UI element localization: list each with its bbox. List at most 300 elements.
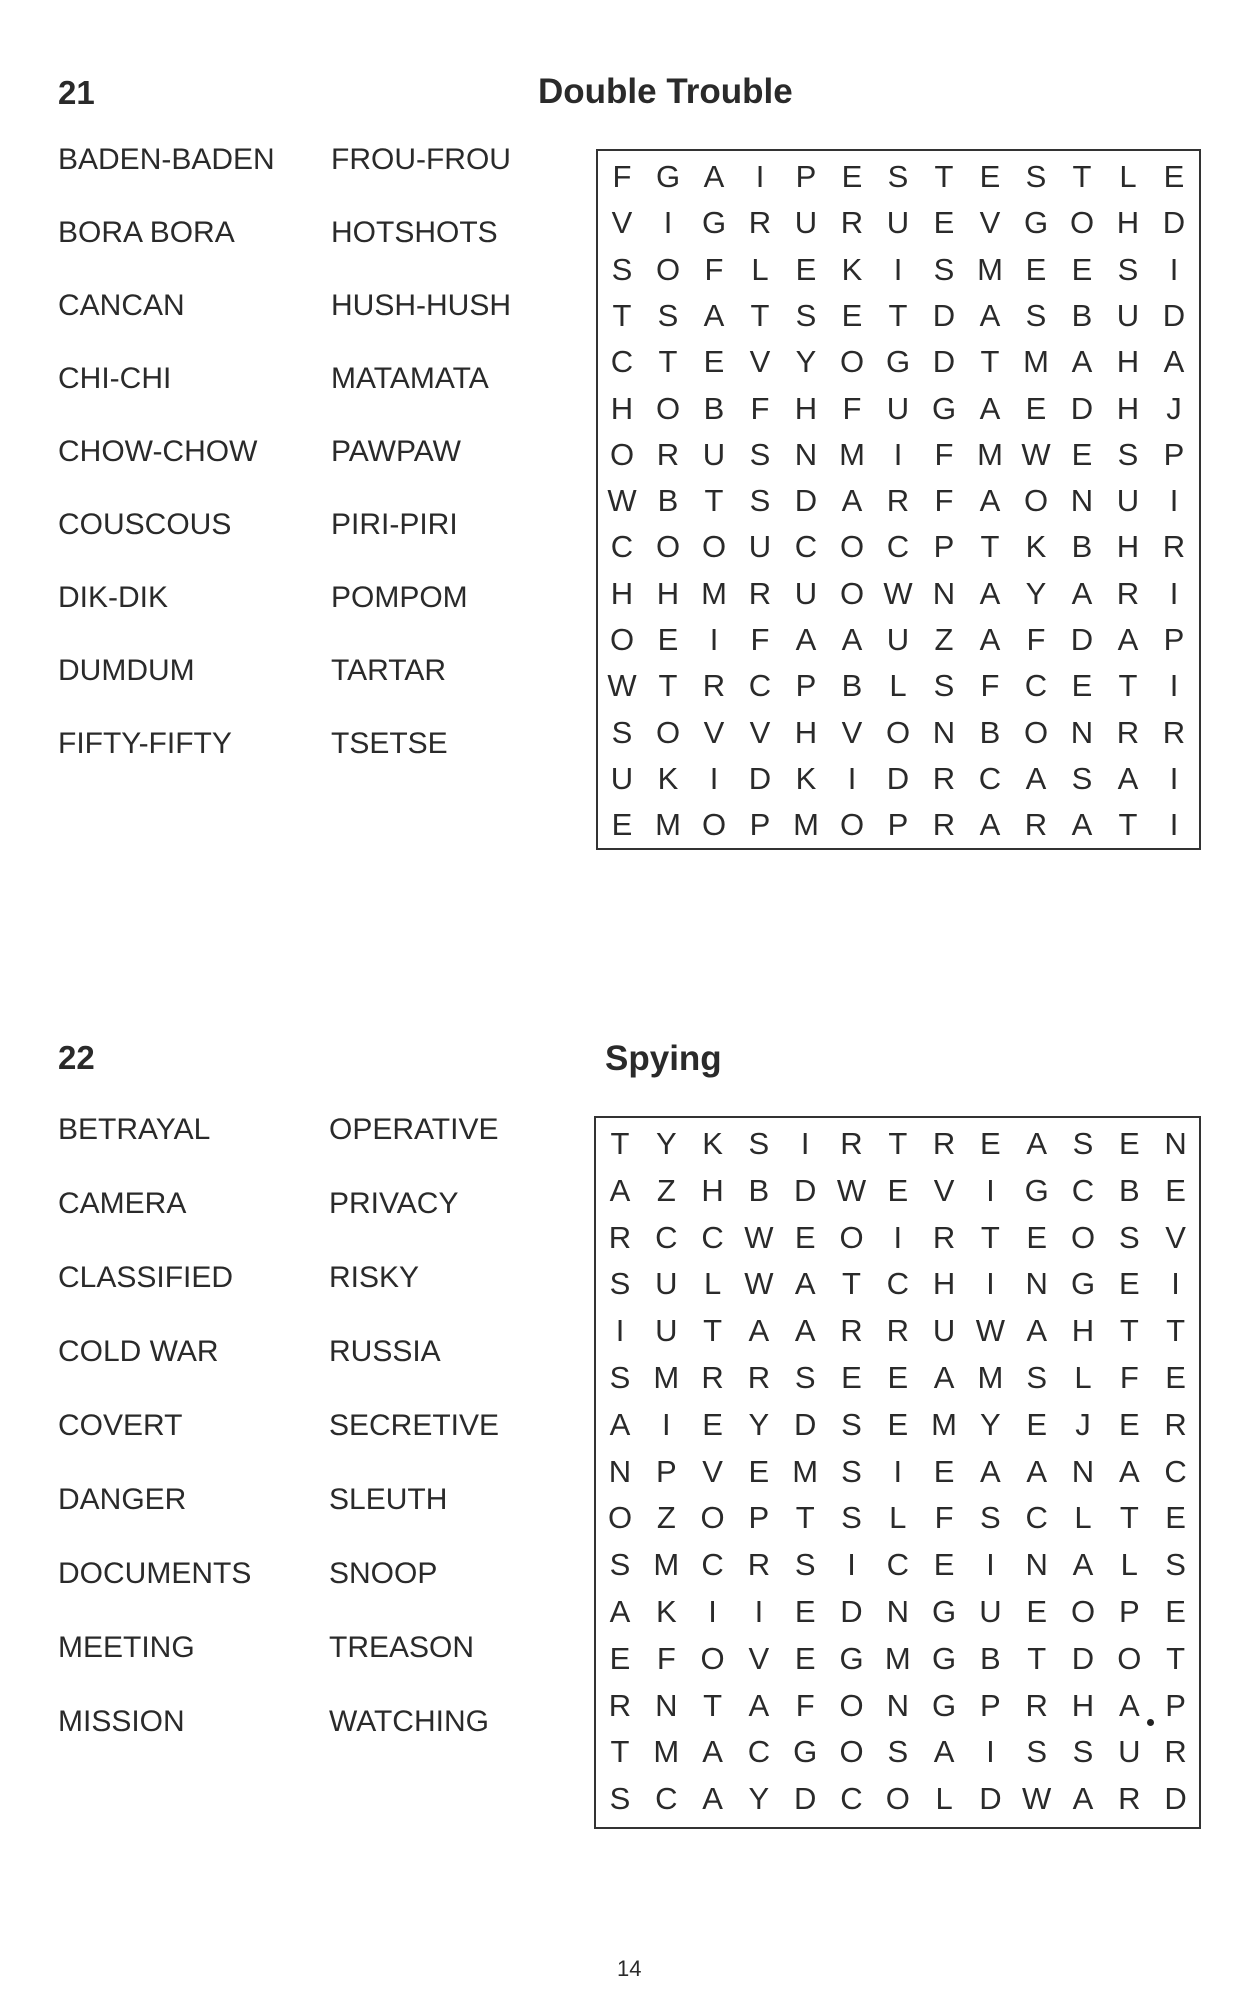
grid-row [598,205,1199,245]
grid-letter: I [893,1219,903,1255]
grid-letter: M [793,807,819,843]
grid-letter: G [931,390,957,426]
grid-letter: H [1071,1313,1095,1349]
grid-letter: H [794,714,818,750]
grid-letter: M [839,436,865,472]
grid-letter: U [1116,483,1140,519]
grid-row [598,483,1199,523]
grid-letter: T [842,1266,861,1302]
grid-letter: C [1024,668,1048,704]
grid-letter: T [1166,1313,1186,1349]
grid-letter: A [1072,1781,1094,1817]
word-list-item: BADEN-BADEN [58,143,275,176]
word-list-item: RISKY [329,1261,420,1294]
grid-letter: E [841,1360,862,1395]
grid-letter: P [1118,1594,1140,1629]
puzzle-22-letter-grid [594,1116,1201,1829]
grid-letter: D [932,297,956,333]
grid-letter: P [980,1687,1001,1723]
grid-letter: F [980,668,1000,704]
grid-letter: E [1118,1126,1140,1161]
grid-letter: F [750,390,770,426]
grid-letter: N [1070,714,1094,750]
grid-letter: O [607,1500,633,1536]
grid-letter: A [1071,575,1093,611]
grid-letter: M [931,1406,957,1442]
grid-row [596,1454,1199,1494]
page-number: 14 [617,1956,642,1981]
grid-letter: O [1023,483,1049,519]
word-list-item: COVERT [58,1409,183,1442]
grid-letter: E [1071,668,1093,704]
grid-letter: O [839,575,865,611]
grid-row [596,1220,1199,1260]
grid-letter: Z [934,622,954,657]
grid-letter: A [609,1172,631,1208]
grid-letter: K [655,1594,677,1629]
grid-letter: D [979,1781,1002,1817]
grid-letter: B [1071,529,1093,565]
grid-letter: A [1071,344,1093,380]
grid-letter: E [609,1640,631,1676]
grid-letter: E [1165,1360,1186,1395]
grid-letter: W [744,1266,774,1302]
grid-letter: O [609,436,635,472]
grid-letter: H [610,575,634,611]
grid-letter: U [932,1313,956,1349]
grid-letter: O [839,1687,864,1723]
grid-row [596,1126,1199,1166]
grid-letter: F [612,159,632,194]
word-list-item: POMPOM [331,581,468,614]
word-list-item: DUMDUM [58,654,195,687]
word-list-item: DANGER [58,1483,187,1516]
grid-letter: S [1026,1734,1048,1770]
grid-letter: F [842,390,862,426]
grid-letter: A [1118,1453,1140,1489]
grid-letter: L [1074,1500,1092,1536]
grid-letter: T [703,1687,723,1723]
grid-letter: E [887,1360,909,1395]
grid-letter: H [1116,390,1140,426]
grid-letter: S [933,251,955,287]
grid-letter: O [839,344,865,380]
grid-letter: G [1070,1266,1096,1302]
grid-letter: O [839,1734,864,1770]
grid-letter: A [1117,622,1139,657]
grid-letter: A [794,1266,816,1302]
grid-letter: T [934,159,954,194]
grid-letter: A [748,1313,770,1349]
grid-letter: T [610,1126,630,1161]
grid-letter: N [1025,1547,1048,1583]
grid-letter: U [610,760,634,796]
grid-letter: M [977,251,1003,287]
grid-row [596,1734,1199,1774]
grid-letter: P [933,529,955,565]
grid-letter: T [888,1126,908,1161]
grid-letter: E [1025,251,1047,287]
grid-letter: S [1165,1547,1186,1583]
grid-letter: B [748,1172,770,1208]
grid-letter: R [1025,1687,1048,1723]
grid-letter: T [1119,1500,1139,1536]
grid-letter: S [609,1266,631,1302]
grid-letter: S [748,1126,770,1161]
grid-letter: D [932,344,956,380]
grid-letter: O [1070,1219,1096,1255]
grid-letter: K [841,251,863,287]
grid-letter: O [700,1500,725,1536]
grid-letter: N [1164,1126,1187,1161]
grid-letter: I [709,622,719,657]
grid-letter: A [702,1734,723,1770]
grid-letter: J [1166,390,1182,426]
word-list-item: CANCAN [58,289,185,322]
grid-letter: L [1119,159,1137,194]
grid-letter: H [1116,205,1140,241]
grid-row [598,576,1199,616]
grid-letter: T [658,344,678,380]
grid-letter: B [657,483,679,519]
grid-letter: D [1162,205,1186,241]
grid-letter: G [1024,1172,1049,1208]
grid-letter: V [703,714,725,750]
grid-letter: E [979,159,1001,194]
grid-letter: L [703,1266,722,1302]
grid-letter: A [703,297,725,333]
grid-letter: N [886,1687,909,1723]
word-list-item: MISSION [58,1705,185,1738]
word-list-item: MATAMATA [331,362,489,395]
grid-row [598,807,1199,847]
grid-letter: B [980,1640,1001,1676]
grid-letter: I [663,205,673,241]
grid-letter: S [1072,1126,1094,1161]
grid-letter: I [893,436,903,472]
grid-letter: R [1116,714,1140,750]
grid-letter: F [1026,622,1046,657]
grid-letter: I [1169,483,1179,519]
grid-letter: P [1165,1687,1186,1723]
grid-letter: W [883,575,913,611]
grid-letter: A [979,297,1001,333]
grid-letter: D [1162,297,1186,333]
grid-letter: S [794,1360,816,1395]
grid-letter: P [795,668,817,704]
grid-letter: R [701,1360,724,1395]
grid-letter: S [611,714,633,750]
grid-letter: D [840,1594,863,1629]
grid-letter: I [986,1172,995,1208]
word-list-item: SLEUTH [329,1483,448,1516]
grid-row [596,1407,1199,1447]
grid-letter: S [1118,1219,1140,1255]
grid-letter: E [795,251,817,287]
grid-letter: R [1164,1406,1187,1442]
grid-letter: S [933,668,955,704]
grid-letter: P [887,807,909,843]
grid-letter: G [932,1687,957,1723]
grid-letter: D [794,483,818,519]
grid-letter: U [886,390,910,426]
grid-letter: T [1118,668,1138,704]
grid-letter: I [986,1734,995,1770]
grid-letter: A [1117,760,1139,796]
grid-row [598,761,1199,801]
grid-letter: D [1070,390,1094,426]
word-list-item: RUSSIA [329,1335,441,1368]
grid-letter: T [888,297,908,333]
grid-letter: D [1070,622,1094,657]
grid-letter: U [748,529,772,565]
grid-letter: C [655,1781,678,1817]
grid-letter: I [1169,251,1179,287]
grid-letter: G [793,1734,818,1770]
grid-row [596,1266,1199,1306]
grid-letter: U [886,205,910,241]
grid-letter: T [980,529,1000,565]
grid-letter: S [609,1547,631,1583]
grid-letter: S [887,159,909,194]
grid-letter: R [840,1126,863,1161]
grid-row [596,1594,1199,1634]
grid-letter: N [1070,483,1094,519]
grid-letter: H [701,1172,724,1208]
grid-letter: I [847,1547,856,1583]
grid-letter: E [980,1126,1001,1161]
word-list-item: HOTSHOTS [331,216,498,249]
grid-letter: O [839,529,865,565]
grid-letter: E [1165,1172,1186,1208]
grid-letter: I [1169,575,1179,611]
grid-letter: A [1025,760,1047,796]
grid-letter: D [1164,1781,1187,1817]
grid-letter: H [1116,529,1140,565]
grid-letter: V [841,714,863,750]
grid-letter: A [1071,807,1093,843]
grid-letter: S [1026,1360,1048,1395]
grid-letter: D [793,1781,817,1817]
grid-letter: B [1118,1172,1140,1208]
grid-letter: F [934,1500,954,1536]
grid-letter: A [1118,1687,1140,1723]
word-list-item: CHI-CHI [58,362,172,395]
grid-letter: I [800,1126,810,1161]
grid-letter: C [701,1547,724,1583]
grid-letter: T [612,297,632,333]
grid-letter: O [1070,1594,1096,1629]
grid-letter: M [653,1360,680,1395]
grid-letter: R [702,668,726,704]
grid-letter: E [794,1640,816,1676]
grid-letter: O [885,714,911,750]
grid-letter: O [655,251,681,287]
grid-letter: P [749,807,771,843]
grid-letter: P [748,1500,770,1536]
grid-letter: O [655,529,681,565]
grid-letter: S [841,1406,862,1442]
grid-row [598,437,1199,477]
grid-letter: E [1165,1594,1186,1629]
grid-letter: S [609,1360,631,1395]
grid-letter: K [795,760,817,796]
grid-letter: E [1163,159,1185,194]
stray-dot-mark [1147,1719,1154,1726]
grid-letter: A [1072,1547,1094,1583]
grid-letter: R [840,1313,863,1349]
grid-letter: I [847,760,857,796]
grid-letter: E [933,1547,955,1583]
grid-letter: W [1021,436,1051,472]
grid-letter: E [933,205,955,241]
grid-letter: S [1071,760,1093,796]
grid-letter: C [886,529,910,565]
word-list-item: TREASON [329,1631,475,1664]
grid-letter: O [655,714,681,750]
grid-letter: S [1117,436,1139,472]
grid-letter: R [1118,1781,1141,1817]
grid-letter: R [748,205,772,241]
grid-letter: T [1119,1313,1139,1349]
grid-letter: U [794,205,818,241]
grid-letter: O [839,1219,864,1255]
grid-row [596,1641,1199,1681]
grid-letter: E [702,1406,723,1442]
grid-letter: M [977,436,1003,472]
grid-row [596,1781,1199,1821]
word-list-item: TARTAR [331,654,447,687]
grid-letter: C [701,1219,724,1255]
grid-letter: K [702,1126,723,1161]
grid-row [596,1500,1199,1540]
grid-row [598,159,1199,199]
grid-letter: K [1025,529,1047,565]
puzzle-21-number: 21 [58,74,95,111]
grid-row [598,529,1199,569]
grid-letter: U [655,1266,678,1302]
grid-letter: N [886,1594,909,1629]
grid-letter: I [986,1547,995,1583]
grid-letter: S [1025,159,1047,194]
grid-letter: D [793,1406,817,1442]
grid-letter: R [608,1687,632,1723]
word-list-item: COLD WAR [58,1335,219,1368]
word-list-item: PRIVACY [329,1187,459,1220]
grid-letter: C [610,529,634,565]
grid-row [598,298,1199,338]
grid-letter: N [655,1687,678,1723]
grid-letter: G [701,205,727,241]
grid-letter: B [703,390,725,426]
grid-letter: D [1071,1640,1095,1676]
grid-letter: I [1169,668,1179,704]
grid-letter: F [934,436,954,472]
grid-letter: S [887,1734,909,1770]
word-list-item: OPERATIVE [329,1113,499,1146]
grid-letter: E [1026,1219,1048,1255]
grid-letter: U [1116,297,1140,333]
grid-letter: B [979,714,1001,750]
grid-letter: E [1165,1500,1186,1536]
grid-letter: C [1164,1453,1187,1489]
grid-letter: V [749,344,771,380]
grid-letter: D [886,760,910,796]
grid-letter: E [1118,1406,1140,1442]
grid-letter: O [701,807,727,843]
grid-letter: B [1071,297,1093,333]
grid-letter: E [1026,1406,1048,1442]
grid-row [596,1547,1199,1587]
grid-letter: G [932,1594,957,1629]
grid-letter: E [1071,436,1093,472]
grid-letter: F [704,251,724,287]
grid-letter: H [1071,1687,1095,1723]
grid-letter: R [840,205,864,241]
grid-letter: Z [656,1172,676,1208]
grid-letter: R [748,575,772,611]
word-list-item: CAMERA [58,1187,187,1220]
grid-letter: R [1162,529,1186,565]
grid-letter: S [749,483,771,519]
grid-letter: R [932,1126,956,1161]
grid-letter: O [700,1640,725,1676]
word-list-item: BORA BORA [58,216,235,249]
grid-letter: M [655,807,681,843]
grid-letter: S [980,1500,1001,1536]
grid-letter: D [793,1172,817,1208]
puzzle-21-letter-grid [596,149,1201,850]
grid-letter: O [1069,205,1095,241]
grid-letter: F [656,1640,676,1676]
grid-letter: T [1072,159,1092,194]
grid-letter: S [657,297,679,333]
grid-letter: T [1027,1640,1047,1676]
grid-letter: U [1118,1734,1141,1770]
grid-letter: C [1071,1172,1095,1208]
grid-letter: C [886,1547,909,1583]
grid-letter: E [794,1219,816,1255]
grid-letter: F [1119,1360,1139,1395]
grid-letter: M [701,575,727,611]
grid-letter: E [748,1453,770,1489]
grid-letter: G [839,1640,864,1676]
grid-letter: A [702,1781,723,1817]
grid-letter: L [1120,1547,1138,1583]
grid-letter: A [703,159,725,194]
grid-letter: R [886,483,910,519]
grid-letter: V [1165,1219,1186,1255]
word-list-item: CHOW-CHOW [58,435,258,468]
grid-letter: U [655,1313,678,1349]
grid-letter: F [750,622,770,657]
grid-letter: Y [1025,575,1047,611]
grid-letter: G [655,159,681,194]
grid-letter: C [748,668,772,704]
grid-row [598,344,1199,384]
grid-letter: T [610,1734,630,1770]
grid-letter: T [1166,1640,1186,1676]
grid-letter: Y [795,344,817,380]
grid-row [596,1688,1199,1728]
grid-letter: O [839,807,865,843]
grid-row [596,1313,1199,1353]
grid-letter: E [611,807,633,843]
grid-letter: A [609,1406,631,1442]
grid-letter: O [609,622,635,657]
word-list-item: CLASSIFIED [58,1261,234,1294]
word-list-item: DIK-DIK [58,581,169,614]
